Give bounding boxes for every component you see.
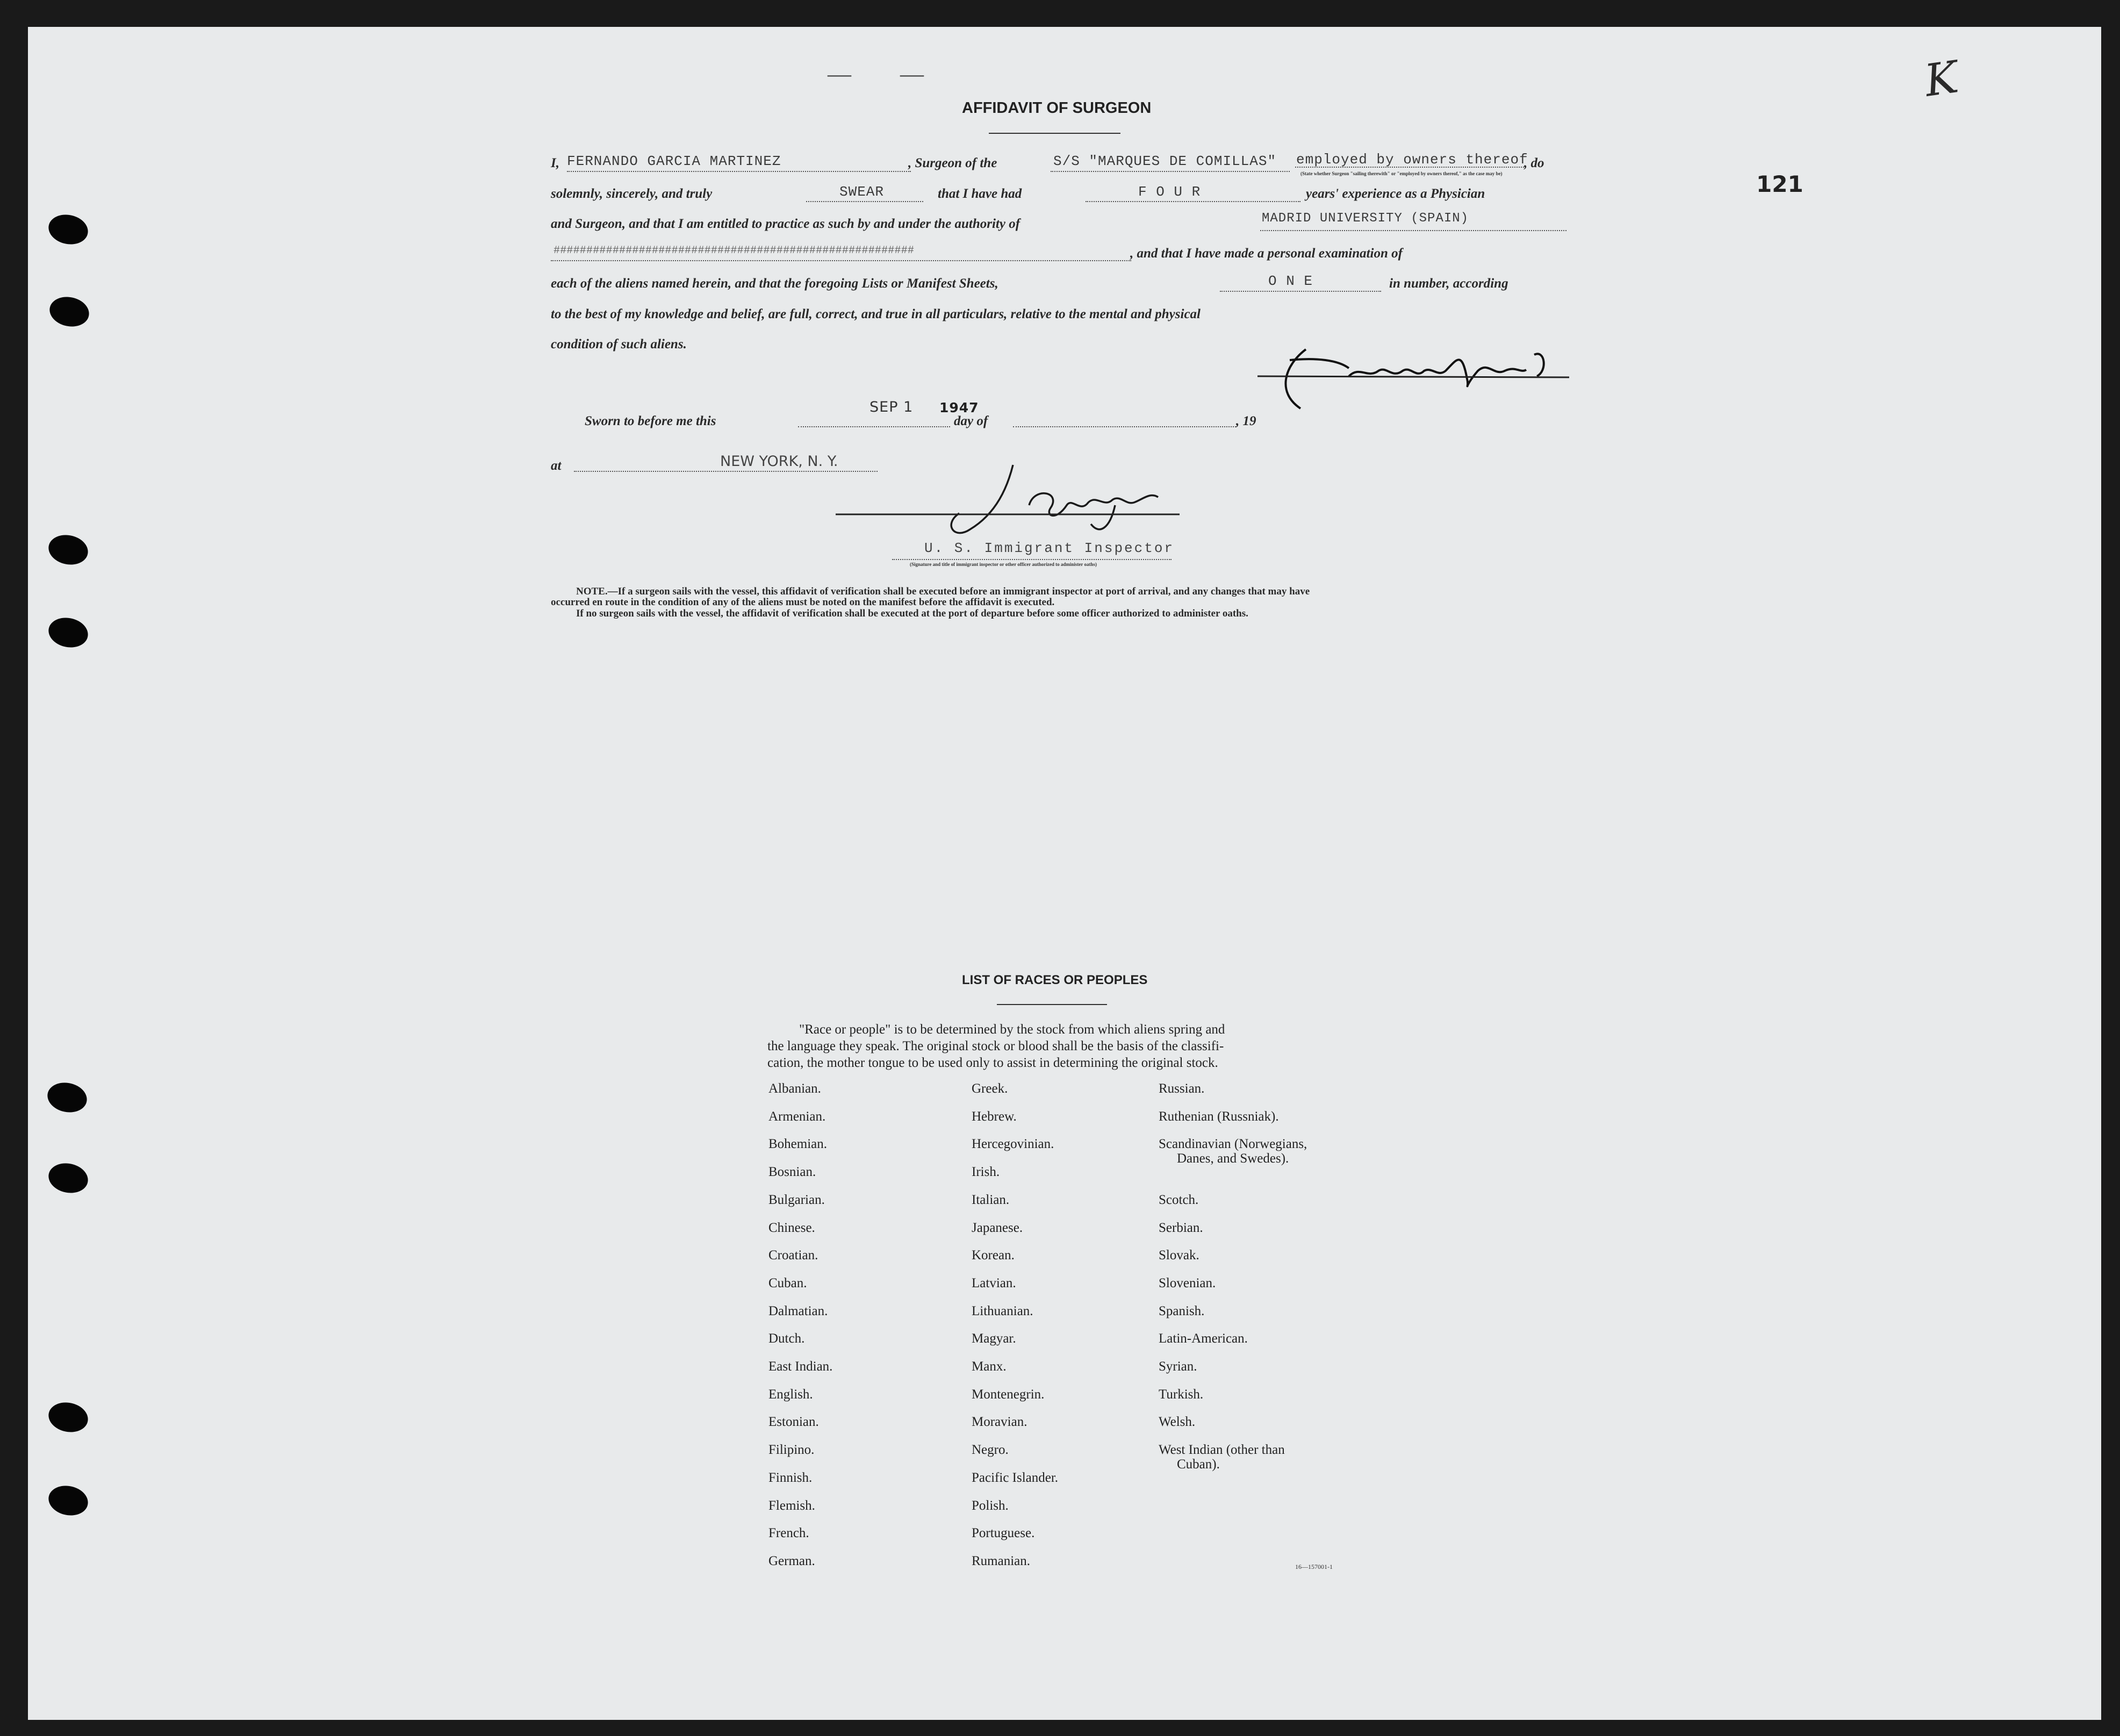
text-i: I, [551,156,559,170]
sworn-day-line [798,426,950,427]
race-item: Bosnian. [768,1165,816,1180]
struck-filler: ####################################################### [554,245,915,257]
race-item: Latvian. [972,1275,1016,1290]
race-item: Rumanian. [972,1553,1031,1568]
race-item: Polish. [972,1498,1009,1513]
inspector-caption: (Signature and title of immigrant inspector or other officer authorized to administer oaths) [910,562,1097,567]
race-item: French. [768,1526,809,1541]
oath-type: SWEAR [839,184,885,200]
race-item: Cuban. [768,1275,807,1290]
race-item: Turkish. [1159,1387,1204,1402]
race-item: Lithuanian. [972,1303,1033,1318]
years-line [1086,201,1300,202]
examination-label: , and that I have made a personal examination of [1130,246,1403,261]
authority-name: MADRID UNIVERSITY (SPAIN) [1262,211,1469,226]
race-item: Albanian. [768,1081,821,1096]
race-item: Bulgarian. [768,1192,825,1207]
sworn-month-line [1013,426,1236,427]
condition-text: condition of such aliens. [551,337,687,351]
place-stamp: NEW YORK, N. Y. [720,453,838,470]
race-item: Cuban). [1177,1457,1220,1472]
corner-letter: K [1921,52,1961,107]
vessel-name: S/S "MARQUES DE COMILLAS" [1053,153,1277,169]
race-item: Slovenian. [1159,1275,1216,1290]
race-item: Croatian. [768,1248,818,1263]
races-intro-line-2: the language they speak. The original stock or blood shall be the basis of the classifi- [767,1039,1224,1053]
race-item: German. [768,1553,815,1568]
sheet-count-line [1220,291,1381,292]
race-item: Slovak. [1159,1248,1199,1263]
race-item: Bohemian. [768,1137,828,1152]
filler-line [551,260,1131,261]
race-item: Magyar. [972,1331,1016,1346]
in-number-label: in number, according [1389,276,1508,291]
employment-note: (State whether Surgeon "sailing therewith" or "employed by owners thereof," as the case may be) [1300,171,1503,176]
race-item: Welsh. [1159,1415,1196,1430]
race-item: Armenian. [768,1109,826,1124]
race-item: Irish. [972,1165,1000,1180]
surgeon-signature [1225,328,1580,425]
race-item: Hebrew. [972,1109,1017,1124]
surgeon-name-line [567,171,911,172]
races-intro-line-1: "Race or people" is to be determined by the stock from which aliens spring and [799,1022,1225,1037]
sworn-label: Sworn to before me this [585,414,716,428]
race-item: Ruthenian (Russniak). [1159,1109,1279,1124]
race-item: Negro. [972,1443,1009,1458]
races-title: LIST OF RACES OR PEOPLES [962,973,1148,987]
race-item: Hercegovinian. [972,1137,1054,1152]
authority-line [1260,230,1566,231]
race-item: Finnish. [768,1470,813,1485]
races-title-rule [997,1004,1107,1005]
race-item: Danes, and Swedes). [1177,1151,1289,1166]
races-intro-line-3: cation, the mother tongue to be used only to assist in determining the original stock. [767,1056,1218,1070]
race-item: Moravian. [972,1415,1027,1430]
sworn-date-stamp: SEP 1 [869,399,914,415]
surgeon-name: FERNANDO GARCIA MARTINEZ [567,153,781,169]
oath-line [806,201,923,202]
employment-line [1295,167,1526,168]
manifest-sheets-label: each of the aliens named herein, and that the foregoing Lists or Manifest Sheets, [551,276,998,291]
race-item: Flemish. [768,1498,815,1513]
authority-label: and Surgeon, and that I am entitled to practice as such by and under the authority of [551,217,1021,231]
inspector-title-line [892,559,1172,560]
at-label: at [551,458,562,473]
years-experience-label: years' experience as a Physician [1306,186,1485,201]
place-line [574,471,878,472]
do-label: , do [1524,156,1544,170]
note-line-3: If no surgeon sails with the vessel, the affidavit of verification shall be executed at the port of departure before some officer authorized to administer oaths. [576,608,1248,619]
sworn-year-stamp: 1947 [939,400,979,415]
race-item: Italian. [972,1192,1010,1207]
inspector-title: U. S. Immigrant Inspector [924,540,1175,556]
race-item: Estonian. [768,1415,819,1430]
race-item: Greek. [972,1081,1008,1096]
note-line-2: occurred en route in the condition of any of the aliens must be noted on the manifest before the affidavit is executed. [551,597,1055,608]
race-item: English. [768,1387,813,1402]
vessel-line [1051,171,1290,172]
race-item: Filipino. [768,1443,815,1458]
race-item: Dutch. [768,1331,805,1346]
title-rule [989,133,1120,134]
years-count: F O U R [1138,184,1201,200]
affidavit-title: AFFIDAVIT OF SURGEON [962,99,1152,117]
race-item: West Indian (other than [1159,1443,1285,1458]
race-item: Latin-American. [1159,1331,1248,1346]
race-item: Dalmatian. [768,1303,828,1318]
note-line-1: NOTE.—If a surgeon sails with the vessel, this affidavit of verification shall be executed before an immigrant inspector at port of arrival, and any changes that may have [576,586,1310,597]
race-item: Scandinavian (Norwegians, [1159,1137,1307,1152]
print-code: 16—157001-1 [1295,1563,1333,1570]
race-item: Japanese. [972,1220,1023,1235]
race-item: Syrian. [1159,1359,1197,1374]
race-item: Scotch. [1159,1192,1199,1207]
knowledge-text: to the best of my knowledge and belief, are full, correct, and true in all particulars, relative to the mental and physical [551,307,1201,321]
race-item: Spanish. [1159,1303,1205,1318]
surgeon-of-label: , Surgeon of the [908,156,997,170]
race-item: Serbian. [1159,1220,1203,1235]
race-item: Portuguese. [972,1526,1035,1541]
race-item: Manx. [972,1359,1007,1374]
race-item: Russian. [1159,1081,1205,1096]
have-had-label: that I have had [938,186,1022,201]
page-number: 121 [1756,171,1803,197]
race-item: Montenegrin. [972,1387,1045,1402]
employment-status: employed by owners thereof [1296,152,1528,168]
solemnly-label: solemnly, sincerely, and truly [551,186,713,201]
century-label: , 19 [1236,414,1256,428]
race-item: Chinese. [768,1220,815,1235]
form-sheet [28,27,2101,1720]
day-of-label: day of [954,414,988,428]
race-item: Korean. [972,1248,1015,1263]
race-item: East Indian. [768,1359,833,1374]
race-item: Pacific Islander. [972,1470,1059,1485]
top-dashes: — — [828,61,945,87]
sheet-count: O N E [1268,273,1313,289]
